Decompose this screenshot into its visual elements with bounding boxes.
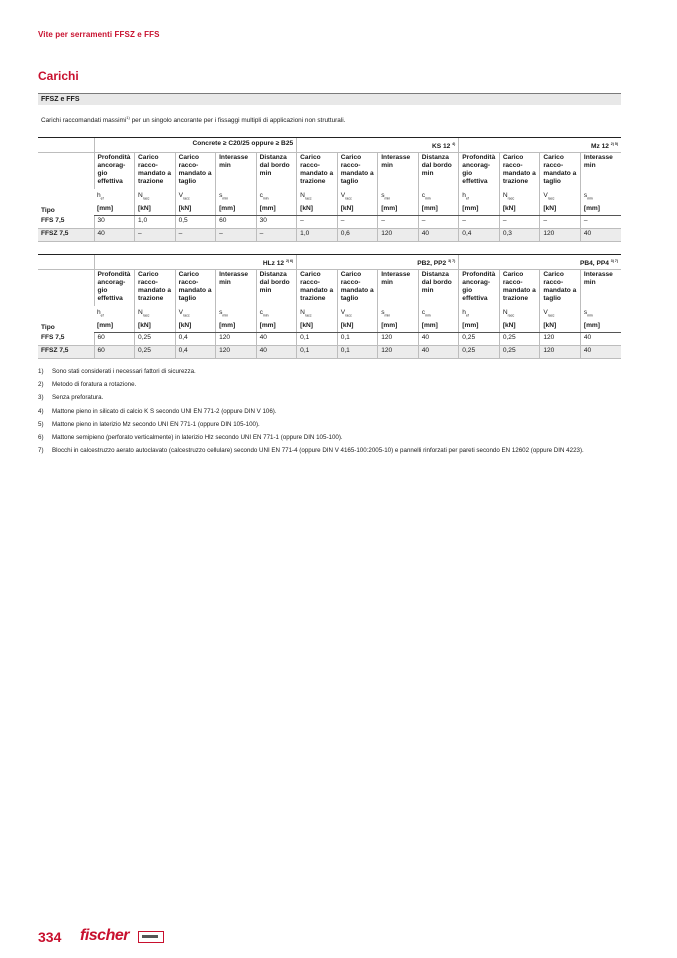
column-unit: [mm]	[418, 204, 459, 216]
symbol-base: N	[300, 192, 305, 200]
column-label: Interasse min	[378, 153, 419, 190]
type-header: Tipo	[41, 323, 55, 331]
column-symbol	[216, 306, 257, 321]
column-unit: [kN]	[297, 321, 338, 333]
value-cell: –	[499, 216, 540, 229]
table-row	[38, 333, 621, 346]
column-label: Interasse min	[216, 153, 257, 190]
column-symbol	[297, 306, 338, 321]
symbol-base: V	[543, 309, 548, 317]
type-cell: FFS 7,5	[38, 216, 94, 229]
footnote	[38, 394, 584, 407]
value-cell: –	[540, 216, 581, 229]
value-cell: 1,0	[297, 229, 338, 242]
value-cell: 40	[580, 229, 621, 242]
column-symbol	[337, 189, 378, 204]
column-symbol	[418, 306, 459, 321]
value-cell: –	[175, 229, 216, 242]
group-label: PB4, PP4	[579, 260, 609, 268]
column-unit: [mm]	[459, 204, 500, 216]
group-header	[94, 138, 297, 153]
value-cell: –	[297, 216, 338, 229]
footnote-number: 1)	[38, 368, 44, 375]
column-unit: [mm]	[378, 204, 419, 216]
value-cell: 0,1	[337, 346, 378, 359]
column-symbol	[540, 189, 581, 204]
value-cell: 0,25	[135, 333, 176, 346]
column-symbol	[175, 306, 216, 321]
column-unit: [mm]	[216, 321, 257, 333]
value-cell: 120	[378, 229, 419, 242]
value-cell: 120	[216, 346, 257, 359]
column-label: Interasse min	[216, 270, 257, 307]
value-cell: 0,3	[499, 229, 540, 242]
group-header	[94, 255, 297, 270]
symbol-subscript: ef	[100, 313, 104, 318]
symbol-base: V	[340, 192, 346, 200]
column-label: Carico racco-mandato a taglio	[540, 153, 581, 190]
column-label: Carico racco-mandato a taglio	[540, 270, 581, 307]
column-label: Interasse min	[580, 153, 621, 190]
value-cell: –	[135, 229, 176, 242]
footnote-number: 2)	[38, 381, 44, 389]
group-label: Mz 12	[590, 143, 609, 151]
column-symbol	[256, 189, 297, 204]
symbol-base: h	[97, 192, 101, 200]
brand-logo: fischer	[80, 927, 129, 944]
column-label: Carico racco-mandato a taglio	[175, 153, 216, 190]
symbol-subscript: min	[587, 196, 593, 201]
column-label: Carico racco-mandato a taglio	[337, 153, 378, 190]
type-cell: FFSZ 7,5	[38, 229, 94, 242]
table-row	[38, 346, 621, 359]
group-label: Concrete ≥ C20/25 oppure ≥ B25	[192, 140, 294, 147]
group-label: KS 12	[431, 143, 451, 151]
footnotes	[38, 368, 584, 460]
symbol-base: h	[97, 309, 101, 317]
value-cell: 120	[216, 333, 257, 346]
value-cell: 0,5	[175, 216, 216, 229]
symbol-base: V	[340, 309, 346, 317]
value-cell: 0,6	[337, 229, 378, 242]
symbol-subscript: ef	[465, 196, 469, 201]
value-cell: 0,25	[459, 346, 500, 359]
symbol-base: h	[462, 309, 466, 317]
symbol-subscript: min	[587, 313, 593, 318]
value-cell: 40	[418, 346, 459, 359]
column-unit: [mm]	[459, 321, 500, 333]
footnote	[38, 434, 584, 447]
footnote	[38, 408, 584, 421]
column-symbol	[94, 306, 135, 321]
column-label: Profondità ancorag-gio effettiva	[94, 153, 135, 190]
value-cell: 40	[418, 333, 459, 346]
footnote-number: 3)	[38, 394, 44, 402]
column-symbol	[135, 189, 176, 204]
symbol-base: N	[138, 192, 143, 200]
value-cell: –	[256, 229, 297, 242]
column-symbol	[135, 306, 176, 321]
column-label: Profondità ancorag-gio effettiva	[459, 153, 500, 190]
symbol-base: c	[259, 192, 263, 200]
symbol-base: s	[219, 309, 223, 317]
column-unit: [kN]	[499, 321, 540, 333]
table-subheading: FFSZ e FFS	[38, 93, 621, 105]
symbol-subscript: racc	[142, 196, 150, 201]
value-cell: 0,1	[297, 333, 338, 346]
value-cell: 60	[94, 333, 135, 346]
column-unit: [mm]	[94, 321, 135, 333]
symbol-subscript: min	[384, 313, 391, 318]
group-footnote-ref: 4)	[452, 142, 456, 146]
column-unit: [mm]	[256, 204, 297, 216]
column-label: Carico racco-mandato a trazione	[297, 153, 338, 190]
symbol-base: N	[138, 309, 143, 317]
symbol-subscript: ef	[100, 196, 104, 201]
footnote	[38, 368, 584, 381]
column-unit: [kN]	[175, 321, 216, 333]
footnote-number: 5)	[38, 420, 44, 428]
section-title: Carichi	[38, 69, 79, 83]
footnote-number: 6)	[38, 433, 44, 441]
value-cell: 120	[540, 346, 581, 359]
column-symbol	[418, 189, 459, 204]
column-unit: [mm]	[580, 321, 621, 333]
symbol-base: V	[543, 192, 548, 200]
column-unit: [mm]	[216, 204, 257, 216]
symbol-subscript: racc	[182, 313, 190, 318]
footnote-text: Blocchi in calcestruzzo aerato autoclavato (calcestruzzo cellulare) secondo UNI EN 771-4 (oppure DIN V 4165-100:2005-10) e pannelli rinforzati per pareti secondo EN 12602 (oppure DIN 4223).	[52, 447, 584, 455]
column-unit: [kN]	[135, 204, 176, 216]
symbol-base: s	[583, 309, 588, 317]
column-label: Distanza dal bordo min	[418, 270, 459, 307]
symbol-subscript: min	[222, 313, 229, 318]
column-unit: [mm]	[94, 204, 135, 216]
value-cell: 0,4	[175, 333, 216, 346]
value-cell: 40	[418, 229, 459, 242]
column-label-row	[38, 270, 621, 307]
column-symbol	[580, 306, 621, 321]
column-symbol	[459, 189, 500, 204]
column-label: Carico racco-mandato a taglio	[175, 270, 216, 307]
footnote	[38, 447, 584, 460]
value-cell: 0,4	[459, 229, 500, 242]
column-symbol	[378, 306, 419, 321]
symbol-base: V	[178, 309, 183, 317]
symbol-subscript: min	[384, 196, 391, 201]
value-cell: 30	[94, 216, 135, 229]
group-footnote-ref: 2) 6)	[285, 259, 294, 263]
column-label: Interasse min	[580, 270, 621, 307]
symbol-base: N	[502, 192, 508, 200]
value-cell: 120	[540, 229, 581, 242]
column-unit: [kN]	[337, 321, 378, 333]
value-cell: 0,1	[297, 346, 338, 359]
header-title: Vite per serramenti FFSZ e FFS	[38, 30, 160, 39]
symbol-base: s	[381, 192, 385, 200]
footnote	[38, 421, 584, 434]
value-cell: 120	[378, 333, 419, 346]
symbol-subscript: racc	[304, 313, 312, 318]
footnote-text: Sono stati considerati i necessari fattori di sicurezza.	[52, 368, 196, 375]
symbol-base: V	[178, 192, 183, 200]
value-cell: 0,25	[499, 346, 540, 359]
value-cell: 0,25	[459, 333, 500, 346]
value-cell: –	[216, 229, 257, 242]
group-header	[297, 255, 459, 270]
column-label: Carico racco-mandato a trazione	[297, 270, 338, 307]
column-symbol	[499, 189, 540, 204]
column-label: Carico racco-mandato a trazione	[499, 153, 540, 190]
column-symbol	[378, 189, 419, 204]
footnote	[38, 381, 584, 394]
value-cell: 40	[256, 346, 297, 359]
column-symbol	[216, 189, 257, 204]
footnote-text: Mattone pieno in laterizio Mz secondo UNI EN 771-1 (oppure DIN 105-100).	[52, 420, 260, 428]
group-header	[297, 138, 459, 153]
group-header-row	[38, 255, 621, 270]
group-footnote-ref: 3) 7)	[610, 259, 618, 263]
symbol-base: h	[462, 192, 466, 200]
symbol-subscript: racc	[304, 196, 312, 201]
type-cell: FFS 7,5	[38, 333, 94, 346]
symbol-base: c	[259, 309, 263, 317]
column-unit: [mm]	[418, 321, 459, 333]
column-label: Carico racco-mandato a trazione	[135, 270, 176, 307]
column-label: Profondità ancorag-gio effettiva	[94, 270, 135, 307]
value-cell: 60	[216, 216, 257, 229]
symbol-base: s	[583, 192, 588, 200]
symbol-base: s	[381, 309, 385, 317]
footnote-text: Metodo di foratura a rotazione.	[52, 381, 137, 389]
load-table-2	[38, 254, 621, 359]
symbol-subscript: racc	[507, 313, 515, 318]
value-cell: 120	[540, 333, 581, 346]
unit-row	[38, 321, 621, 333]
footnote-number: 4)	[38, 407, 44, 415]
group-blank-cell	[38, 138, 94, 153]
column-symbol	[94, 189, 135, 204]
footnote-text: Senza preforatura.	[52, 394, 104, 402]
type-cell: FFSZ 7,5	[38, 346, 94, 359]
symbol-base: c	[421, 192, 426, 200]
column-label: Distanza dal bordo min	[256, 270, 297, 307]
value-cell: 1,0	[135, 216, 176, 229]
footnote-number: 7)	[38, 447, 44, 455]
value-cell: –	[459, 216, 500, 229]
column-label: Interasse min	[378, 270, 419, 307]
intro-text: Carichi raccomandati massimi$^{1)}$ per un singolo ancorante per i fissaggi multipli di applicazioni non strutturali.	[41, 115, 346, 125]
symbol-row	[38, 189, 621, 204]
value-cell: 30	[256, 216, 297, 229]
column-unit: [kN]	[337, 204, 378, 216]
symbol-subscript: racc	[345, 313, 352, 318]
unit-row	[38, 204, 621, 216]
group-header	[459, 255, 621, 270]
symbol-subscript: min	[262, 313, 269, 318]
group-label: PB2, PP2	[417, 260, 447, 268]
symbol-subscript: min	[222, 196, 229, 201]
column-unit: [mm]	[378, 321, 419, 333]
load-table-1	[38, 137, 621, 242]
column-symbol	[256, 306, 297, 321]
column-unit: [kN]	[499, 204, 540, 216]
symbol-subscript: min	[425, 196, 431, 201]
value-cell: 60	[94, 346, 135, 359]
column-symbol	[337, 306, 378, 321]
value-cell: 40	[256, 333, 297, 346]
symbol-subscript: racc	[182, 196, 190, 201]
value-cell: 40	[580, 333, 621, 346]
table-row	[38, 229, 621, 242]
symbol-base: N	[300, 309, 305, 317]
column-unit: [kN]	[135, 321, 176, 333]
table-row	[38, 216, 621, 229]
symbol-base: s	[219, 192, 223, 200]
group-label: HLz 12	[262, 260, 285, 268]
column-symbol	[499, 306, 540, 321]
value-cell: 40	[580, 346, 621, 359]
brand-badge-icon	[138, 931, 164, 943]
group-blank-cell	[38, 255, 94, 270]
value-cell: 0,4	[175, 346, 216, 359]
value-cell: 0,25	[135, 346, 176, 359]
group-footnote-ref: 3) 7)	[448, 259, 456, 263]
column-label: Carico racco-mandato a trazione	[135, 153, 176, 190]
value-cell: 0,25	[499, 333, 540, 346]
symbol-subscript: racc	[345, 196, 352, 201]
value-cell: –	[580, 216, 621, 229]
footnote-text: Mattone pieno in silicato di calcio K S secondo UNI EN 771-2 (oppure DIN V 106).	[52, 407, 277, 415]
column-label: Distanza dal bordo min	[418, 153, 459, 190]
column-label: Carico racco-mandato a trazione	[499, 270, 540, 307]
symbol-base: c	[421, 309, 426, 317]
column-unit: [mm]	[580, 204, 621, 216]
value-cell: –	[378, 216, 419, 229]
column-unit: [mm]	[256, 321, 297, 333]
column-symbol	[297, 189, 338, 204]
column-unit: [kN]	[540, 204, 581, 216]
symbol-base: N	[502, 309, 508, 317]
column-unit: [kN]	[540, 321, 581, 333]
value-cell: 120	[378, 346, 419, 359]
symbol-row	[38, 306, 621, 321]
column-label: Profondità ancorag-gio effettiva	[459, 270, 500, 307]
type-header: Tipo	[41, 206, 55, 214]
group-header-row	[38, 138, 621, 153]
column-label: Distanza dal bordo min	[256, 153, 297, 190]
value-cell: –	[337, 216, 378, 229]
value-cell: 40	[94, 229, 135, 242]
symbol-subscript: racc	[507, 196, 515, 201]
page-number: 334	[38, 929, 62, 945]
symbol-subscript: racc	[547, 196, 555, 201]
column-symbol	[459, 306, 500, 321]
column-unit: [kN]	[175, 204, 216, 216]
group-footnote-ref: 2) 5)	[610, 142, 618, 146]
column-unit: [kN]	[297, 204, 338, 216]
symbol-subscript: min	[262, 196, 269, 201]
symbol-subscript: min	[425, 313, 431, 318]
value-cell: –	[418, 216, 459, 229]
column-symbol	[175, 189, 216, 204]
symbol-subscript: ef	[465, 313, 469, 318]
symbol-subscript: racc	[142, 313, 150, 318]
column-symbol	[540, 306, 581, 321]
column-label: Carico racco-mandato a taglio	[337, 270, 378, 307]
footnote-text: Mattone semipieno (perforato verticalmente) in laterizio Hlz secondo UNI EN 771-1 (oppure DIN 105-100).	[52, 433, 343, 441]
symbol-subscript: racc	[547, 313, 555, 318]
group-header	[459, 138, 621, 153]
column-symbol	[580, 189, 621, 204]
column-label-row	[38, 153, 621, 190]
value-cell: 0,1	[337, 333, 378, 346]
